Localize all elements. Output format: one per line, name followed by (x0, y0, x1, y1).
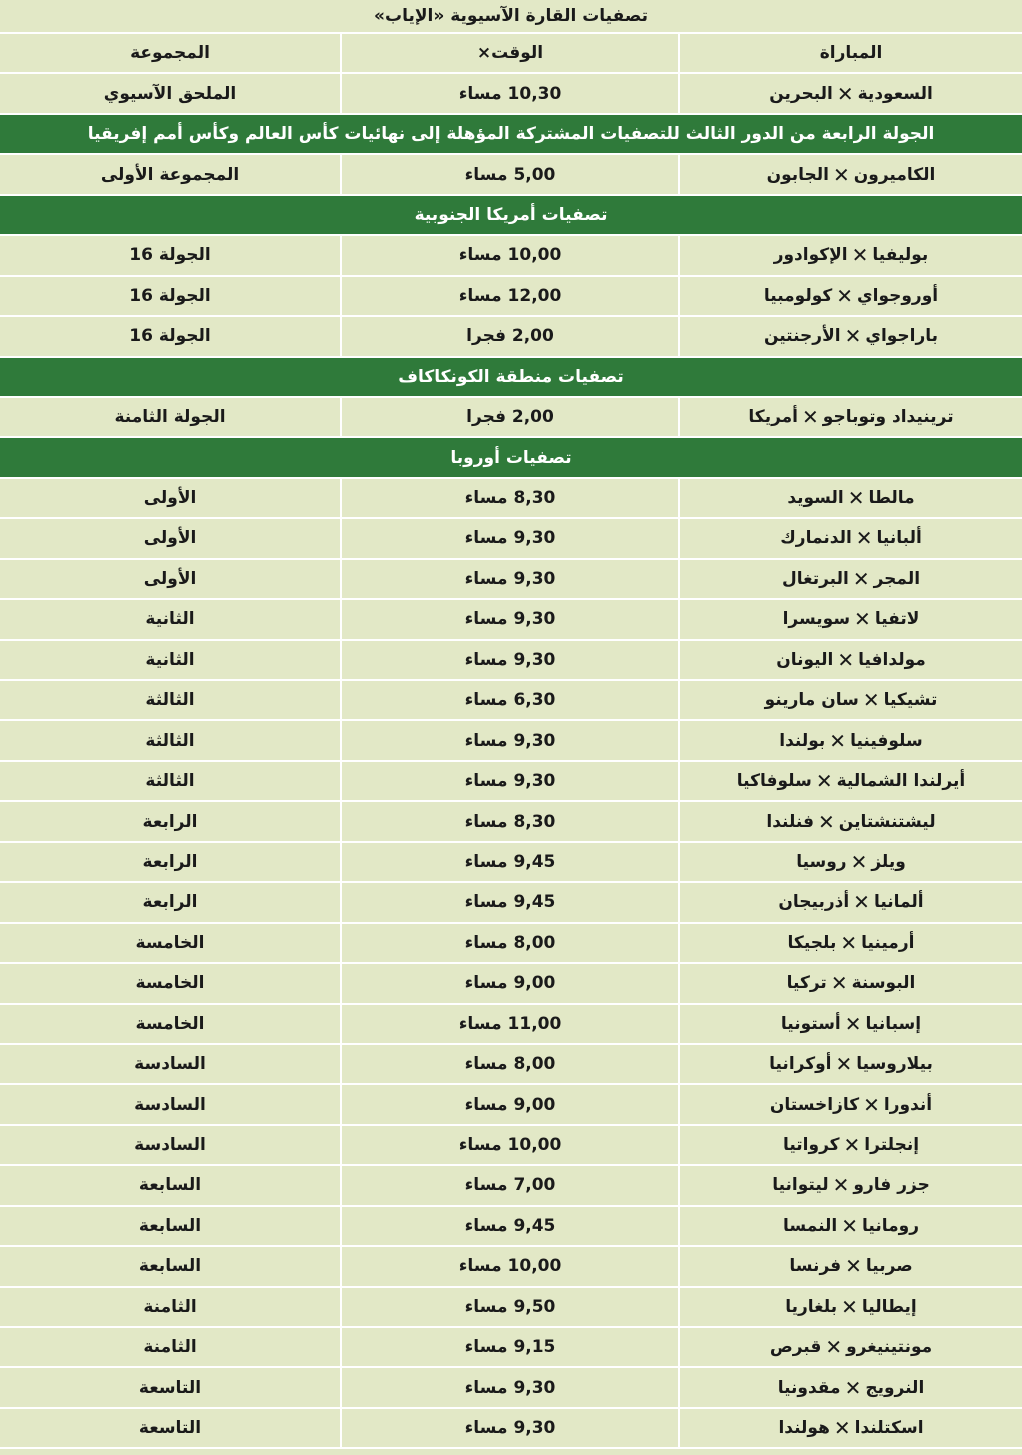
home-team: السعودية (857, 83, 933, 104)
away-team: الأرجنتين (763, 326, 841, 347)
match-cell (680, 1328, 1022, 1366)
section-header: تصفيات أمريكا الجنوبية (0, 196, 1022, 236)
group-cell: الجولة 16 (129, 285, 211, 306)
away-team: روسيا (796, 851, 847, 872)
home-team: إسبانيا (865, 1013, 922, 1034)
time-cell: 7,00 مساء (340, 1166, 680, 1204)
match-cell (680, 479, 1022, 517)
home-team: باراجواي (865, 326, 939, 347)
group-cell: الثالثة (145, 690, 195, 711)
group-cell: الجولة 16 (129, 245, 211, 266)
away-team: بلجيكا (787, 932, 837, 953)
away-team: سان مارينو (764, 690, 859, 711)
match-cell (680, 1368, 1022, 1406)
away-team: مقدونيا (777, 1377, 841, 1398)
versus-icon: ✕ (840, 930, 858, 955)
versus-icon: ✕ (854, 607, 871, 632)
away-team: كرواتيا (782, 1135, 840, 1156)
table-row (0, 1166, 1022, 1206)
versus-icon: ✕ (852, 566, 870, 591)
section-header: الجولة الرابعة من الدور الثالث للتصفيات المشتركة المؤهلة إلى نهائيات كأس العالم وكأس أمم إفريقيا (0, 115, 1022, 155)
home-team: أوروجواي (857, 285, 939, 306)
table-row (0, 721, 1022, 761)
away-team: الإكوادور (773, 245, 848, 266)
group-cell: الأولى (143, 528, 197, 549)
match-cell (680, 1409, 1022, 1447)
table-row (0, 1409, 1022, 1449)
group-cell: السادسة (134, 1094, 206, 1115)
versus-icon: ✕ (847, 486, 865, 511)
versus-icon: ✕ (855, 526, 873, 551)
group-cell: الجولة الثامنة (114, 407, 226, 428)
home-team: إيطاليا (861, 1296, 917, 1317)
group-cell: المجموعة الأولى (100, 164, 240, 185)
time-cell: 5,00 مساء (340, 155, 680, 193)
home-team: سلوفينيا (850, 730, 923, 751)
away-team: الدنمارك (780, 528, 852, 549)
table-title: تصفيات القارة الآسيوية «الإياب» (0, 0, 1022, 34)
table-body (0, 74, 1022, 1449)
away-team: كولومبيا (763, 285, 833, 306)
table-row (0, 277, 1022, 317)
match-cell (680, 317, 1022, 355)
header-group: المجموعة (130, 43, 210, 64)
table-row (0, 964, 1022, 1004)
time-cell: 9,45 مساء (340, 843, 680, 881)
group-cell: الثانية (145, 649, 195, 670)
home-team: اسكتلندا (854, 1418, 924, 1439)
versus-icon: ✕ (845, 1254, 862, 1279)
table-row (0, 1247, 1022, 1287)
group-cell: الخامسة (135, 973, 205, 994)
time-cell: 6,30 مساء (340, 681, 680, 719)
group-cell: الأولى (143, 568, 197, 589)
home-team: بوليفيا (872, 245, 929, 266)
home-team: ألمانيا (873, 892, 924, 913)
versus-icon: ✕ (841, 1294, 858, 1319)
home-team: الكاميرون (853, 164, 936, 185)
match-cell (680, 1126, 1022, 1164)
table-row (0, 560, 1022, 600)
away-team: البحرين (769, 83, 833, 104)
home-team: بيلاروسيا (856, 1054, 933, 1075)
time-cell: 12,00 مساء (340, 277, 680, 315)
home-team: أرمينيا (861, 932, 915, 953)
match-cell (680, 600, 1022, 638)
table-row (0, 155, 1022, 195)
time-cell: 2,00 فجرا (340, 398, 680, 436)
time-cell: 9,50 مساء (340, 1288, 680, 1326)
home-team: إنجلترا (864, 1135, 920, 1156)
match-cell (680, 560, 1022, 598)
home-team: مالطا (868, 488, 915, 509)
time-cell: 10,30 مساء (340, 74, 680, 112)
time-cell: 9,00 مساء (340, 964, 680, 1002)
home-team: ألبانيا (876, 528, 922, 549)
group-cell: الخامسة (135, 932, 205, 953)
away-team: السويد (787, 488, 844, 509)
match-cell (680, 964, 1022, 1002)
match-cell (680, 519, 1022, 557)
versus-icon: ✕ (830, 971, 848, 996)
versus-icon: ✕ (825, 1335, 843, 1360)
home-team: مونتينيغرو (846, 1337, 933, 1358)
table-row (0, 398, 1022, 438)
group-cell: الثانية (145, 609, 195, 630)
match-cell (680, 1166, 1022, 1204)
home-team: ويلز (871, 851, 906, 872)
group-cell: الملحق الآسيوي (103, 83, 237, 104)
match-cell (680, 1045, 1022, 1083)
away-team: البرتغال (781, 568, 849, 589)
match-cell (680, 277, 1022, 315)
versus-icon: ✕ (833, 162, 850, 187)
table-row (0, 1368, 1022, 1408)
versus-icon: ✕ (835, 1052, 853, 1077)
section-header: تصفيات أوروبا (0, 438, 1022, 478)
versus-icon: ✕ (836, 81, 854, 106)
time-cell: 9,30 مساء (340, 762, 680, 800)
away-team: أستونيا (780, 1013, 841, 1034)
group-cell: الثامنة (143, 1337, 197, 1358)
group-cell: التاسعة (138, 1377, 202, 1398)
header-match: المباراة (819, 43, 883, 64)
versus-icon: ✕ (853, 890, 870, 915)
away-team: فرنسا (789, 1256, 842, 1277)
away-team: بولندا (779, 730, 826, 751)
time-cell: 8,00 مساء (340, 1045, 680, 1083)
away-team: أوكرانيا (769, 1054, 832, 1075)
time-cell: 9,30 مساء (340, 600, 680, 638)
match-cell (680, 236, 1022, 274)
home-team: رومانيا (862, 1215, 919, 1236)
header-row (0, 34, 1022, 74)
group-cell: التاسعة (138, 1418, 202, 1439)
group-cell: الأولى (143, 488, 197, 509)
table-row (0, 843, 1022, 883)
home-team: البوسنة (851, 973, 916, 994)
group-cell: السابعة (138, 1175, 202, 1196)
table-row (0, 1005, 1022, 1045)
versus-icon: ✕ (850, 849, 868, 874)
versus-icon: ✕ (815, 769, 833, 794)
table-row (0, 924, 1022, 964)
table-row (0, 479, 1022, 519)
table-row (0, 1207, 1022, 1247)
away-team: ليتوانيا (772, 1175, 829, 1196)
table-row (0, 1085, 1022, 1125)
versus-icon: ✕ (802, 405, 819, 430)
table-row (0, 1288, 1022, 1328)
time-cell: 10,00 مساء (340, 236, 680, 274)
group-cell: الثالثة (145, 730, 195, 751)
table-row (0, 883, 1022, 923)
away-team: قبرص (769, 1337, 822, 1358)
home-team: صربيا (865, 1256, 913, 1277)
versus-icon: ✕ (863, 1092, 880, 1117)
match-cell (680, 924, 1022, 962)
home-team: النرويج (865, 1377, 925, 1398)
time-cell: 9,30 مساء (340, 641, 680, 679)
away-team: سلوفاكيا (736, 771, 812, 792)
table-row (0, 74, 1022, 114)
group-cell: السابعة (138, 1215, 202, 1236)
table-row (0, 317, 1022, 357)
home-team: ترينيداد وتوباجو (822, 407, 954, 428)
match-cell (680, 155, 1022, 193)
away-team: تركيا (786, 973, 827, 994)
match-cell (680, 681, 1022, 719)
away-team: الجابون (766, 164, 830, 185)
away-team: النمسا (783, 1215, 838, 1236)
home-team: جزر فارو (853, 1175, 930, 1196)
table-row (0, 1126, 1022, 1166)
group-cell: الجولة 16 (129, 326, 211, 347)
match-cell (680, 883, 1022, 921)
match-cell (680, 1207, 1022, 1245)
home-team: أيرلندا الشمالية (836, 771, 966, 792)
home-team: مولدافيا (858, 649, 926, 670)
group-cell: السادسة (134, 1054, 206, 1075)
match-cell (680, 1288, 1022, 1326)
versus-icon: ✕ (862, 688, 880, 713)
table-row (0, 762, 1022, 802)
home-team: أندورا (883, 1094, 933, 1115)
versus-icon: ✕ (844, 324, 862, 349)
time-cell: 9,45 مساء (340, 883, 680, 921)
versus-icon: ✕ (844, 1011, 862, 1036)
group-cell: الرابعة (142, 892, 198, 913)
table-row (0, 600, 1022, 640)
time-cell: 2,00 فجرا (340, 317, 680, 355)
time-cell: 9,30 مساء (340, 519, 680, 557)
time-cell: 11,00 مساء (340, 1005, 680, 1043)
time-cell: 9,15 مساء (340, 1328, 680, 1366)
away-team: كازاخستان (769, 1094, 860, 1115)
table-row (0, 236, 1022, 276)
group-cell: الرابعة (142, 811, 198, 832)
table-row (0, 519, 1022, 559)
group-cell: الثالثة (145, 771, 195, 792)
away-team: أذربيجان (778, 892, 850, 913)
versus-icon: ✕ (818, 809, 835, 834)
table-row (0, 681, 1022, 721)
match-cell (680, 843, 1022, 881)
table-row (0, 1328, 1022, 1368)
versus-icon: ✕ (829, 728, 847, 753)
match-cell (680, 802, 1022, 840)
header-time: الوقت× (340, 34, 680, 72)
away-team: أمريكا (748, 407, 799, 428)
table-row (0, 1045, 1022, 1085)
time-cell: 8,30 مساء (340, 479, 680, 517)
home-team: ليشتنشتاين (838, 811, 936, 832)
time-cell: 10,00 مساء (340, 1126, 680, 1164)
versus-icon: ✕ (843, 1133, 861, 1158)
time-cell: 8,00 مساء (340, 924, 680, 962)
time-cell: 9,30 مساء (340, 721, 680, 759)
table-row (0, 641, 1022, 681)
time-cell: 8,30 مساء (340, 802, 680, 840)
away-team: بلغاريا (785, 1296, 838, 1317)
group-cell: السادسة (134, 1135, 206, 1156)
away-team: اليونان (776, 649, 834, 670)
group-cell: الخامسة (135, 1013, 205, 1034)
match-cell (680, 1085, 1022, 1123)
match-cell (680, 398, 1022, 436)
time-cell: 9,00 مساء (340, 1085, 680, 1123)
away-team: فنلندا (766, 811, 815, 832)
match-cell (680, 762, 1022, 800)
group-cell: السابعة (138, 1256, 202, 1277)
time-cell: 9,45 مساء (340, 1207, 680, 1245)
time-cell: 9,30 مساء (340, 560, 680, 598)
versus-icon: ✕ (837, 647, 855, 672)
versus-icon: ✕ (836, 283, 854, 308)
match-cell (680, 641, 1022, 679)
group-cell: الرابعة (142, 851, 198, 872)
time-cell: 10,00 مساء (340, 1247, 680, 1285)
time-cell: 9,30 مساء (340, 1409, 680, 1447)
home-team: المجر (873, 568, 921, 589)
match-cell (680, 721, 1022, 759)
versus-icon: ✕ (841, 1213, 859, 1238)
versus-icon: ✕ (833, 1416, 851, 1441)
home-team: تشيكيا (883, 690, 938, 711)
home-team: لاتفيا (874, 609, 920, 630)
versus-icon: ✕ (844, 1375, 862, 1400)
away-team: هولندا (778, 1418, 830, 1439)
versus-icon: ✕ (851, 243, 869, 268)
table-row (0, 802, 1022, 842)
away-team: سويسرا (782, 609, 851, 630)
match-cell (680, 74, 1022, 112)
group-cell: الثامنة (143, 1296, 197, 1317)
time-cell: 9,30 مساء (340, 1368, 680, 1406)
match-cell (680, 1005, 1022, 1043)
versus-icon: ✕ (832, 1173, 850, 1198)
match-cell (680, 1247, 1022, 1285)
section-header: تصفيات منطقة الكونكاكاف (0, 358, 1022, 398)
